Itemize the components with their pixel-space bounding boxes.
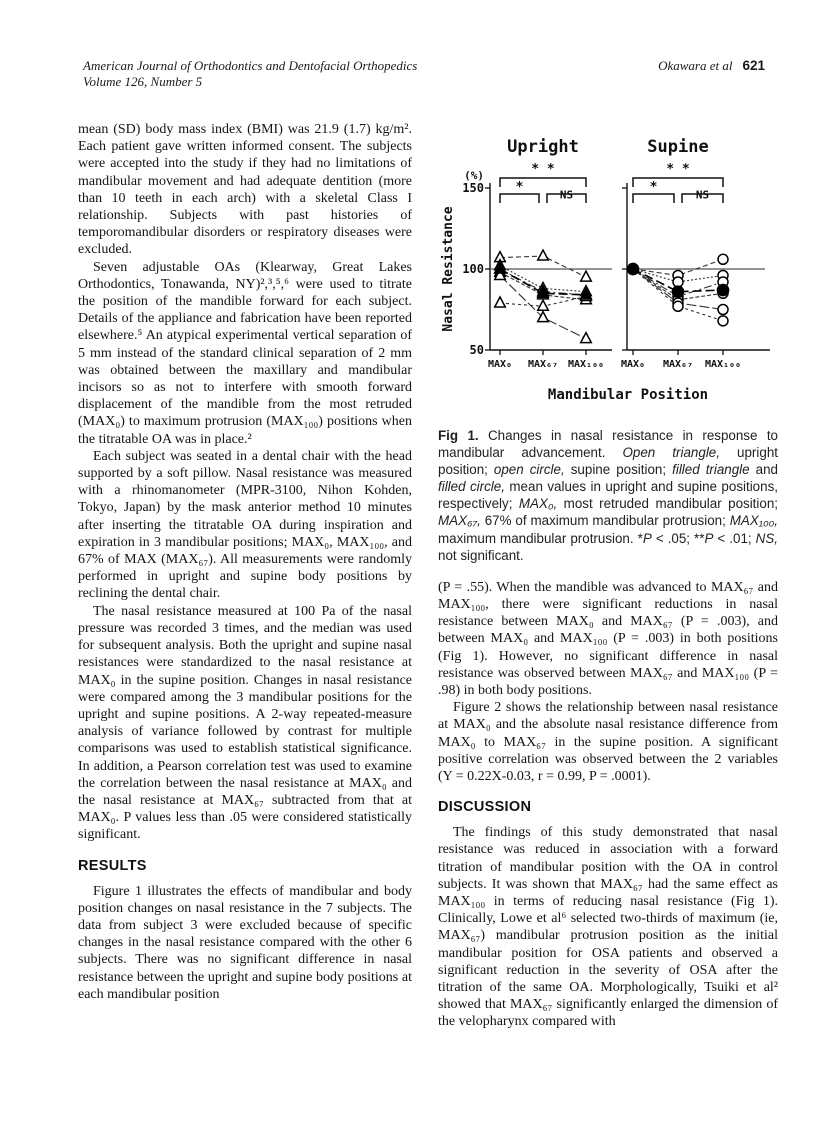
svg-text:50: 50 xyxy=(469,343,484,357)
running-head-authors: Okawara et al xyxy=(658,58,733,73)
right-column xyxy=(438,121,782,1031)
svg-text:(%): (%) xyxy=(464,169,484,182)
journal-volume: Volume 126, Number 5 xyxy=(83,74,203,89)
svg-text:Nasal Resistance: Nasal Resistance xyxy=(441,206,456,332)
svg-text:MAX₀: MAX₀ xyxy=(487,359,513,370)
body-paragraph: (P = .55). When the mandible was advanced to MAX₆₇ and MAX₁₀₀, there were significant reductions in nasal resistance between MAX₀ and MAX₆₇ (P = .003), and between MAX₀ and MAX₁₀₀ (P = .003) in both positions (Fig 1). However, no significant difference in nasal resistance was observed between MAX₆₇ and MAX₁₀₀ (P = .98) in both body positions. xyxy=(438,579,778,698)
svg-text:NS: NS xyxy=(559,188,574,202)
svg-text:MAX₁₀₀: MAX₁₀₀ xyxy=(704,359,742,370)
svg-text:150: 150 xyxy=(462,181,484,195)
svg-text:* *: * * xyxy=(666,162,690,177)
svg-text:Supine: Supine xyxy=(647,137,709,157)
svg-text:*: * xyxy=(649,180,658,195)
journal-title: American Journal of Orthodontics and Dentofacial Orthopedics xyxy=(83,58,418,73)
svg-text:* *: * * xyxy=(531,162,555,177)
svg-text:Upright: Upright xyxy=(507,137,579,157)
running-head xyxy=(438,58,765,74)
figure-chart xyxy=(438,121,778,413)
body-paragraph: Each subject was seated in a dental chair with the head supported by a soft pillow. Nasal resistance was measured with a rhinomanometer (MPR-3100, Nihon Kohden, Tokyo, Japan) by the mask anterior method 10 minutes after inserting the titratable OA during inspiration and expiration in 3 mandibular positions; MAX₀, MAX₁₀₀, and 67% of MAX (MAX₆₇). All measurements were randomly performed in upright and supine body positions by reclining the dental chair. xyxy=(78,448,412,602)
svg-text:100: 100 xyxy=(462,262,484,276)
svg-text:MAX₆₇: MAX₆₇ xyxy=(662,359,694,370)
svg-text:MAX₁₀₀: MAX₁₀₀ xyxy=(567,359,605,370)
body-paragraph: Figure 2 shows the relationship between nasal resistance at MAX₀ and the absolute nasal resistance difference from MAX₀ to MAX₆₇ in the supine position. A significant positive correlation was observed between the 2 variables (Y = 0.22X-0.03, r = 0.99, P = .0001). xyxy=(438,700,778,784)
left-column xyxy=(78,121,412,1003)
body-paragraph: The nasal resistance measured at 100 Pa of the nasal pressure was recorded 3 times, and the median was used for subsequent analysis. Both the upright and supine nasal resistances were standardized to the nasal resistance at MAX₀ in the supine position. Changes in nasal resistance were compared among the 3 mandibular positions for the upright and supine positions. A 2-way repeated-measure analysis of variance followed by contrast for multiple comparisons was used to establish statistical significance. In addition, a Pearson correlation test was used to examine the correlation between the nasal resistance at MAX₀ and the nasal resistance at MAX₆₇ subtracted from that at MAX₀. P values less than .05 were considered statistically significant. xyxy=(78,603,412,843)
body-paragraph: The findings of this study demonstrated that nasal resistance was reduced in association with a forward titration of mandibular position with the OA in control subjects. It was shown that MAX₆₇ had the same effect as MAX₁₀₀ in terms of reducing nasal resistance (Fig 1). Clinically, Lowe et al⁶ selected two-thirds of maximum (ie, MAX₆₇) mandibular protrusion position as the initial mandibular position for OSA patients and observed a significant reduction in the severity of OSA after the titration of the same OA. Morphologically, Tsuiki et al² showed that MAX₆₇ significantly enlarged the dimension of the velopharynx compared with xyxy=(438,825,778,1030)
body-paragraph: mean (SD) body mass index (BMI) was 21.9 (1.7) kg/m². Each patient gave written informed consent. The subjects were accepted into the study if they had no limitations of mandibular movement and had adequate dentition (more than 10 teeth in each arch) with a skeletal Class I relationship. Subjects with past histories of temporomandibular disorders or respiratory diseases were excluded. xyxy=(78,122,412,258)
results-heading: RESULTS xyxy=(78,857,147,874)
figure-1 xyxy=(438,121,778,413)
svg-text:NS: NS xyxy=(695,188,710,202)
body-paragraph: Seven adjustable OAs (Klearway, Great Lakes Orthodontics, Tonawanda, NY)²,³,⁵,⁶ were used to titrate the position of the mandible forward for each subject. Details of the appliance and fabrication have been reported elsewhere.⁵ An atypical experimental vertical separation of 5 mm instead of the standard clinical separation of 2 mm was obtained between the maxillary and mandibular incisors so as not to interfere with smooth forward displacement of the mandible from the most retruded (MAX₀) to maximum protrusion (MAX₁₀₀) positions when the titratable OA was in place.² xyxy=(78,259,412,447)
svg-text:MAX₆₇: MAX₆₇ xyxy=(527,359,559,370)
svg-text:MAX₀: MAX₀ xyxy=(620,359,646,370)
page-number: 621 xyxy=(742,58,765,73)
discussion-heading: DISCUSSION xyxy=(438,799,532,816)
svg-text:Mandibular Position: Mandibular Position xyxy=(547,387,709,403)
body-paragraph: Figure 1 illustrates the effects of mandibular and body position changes on nasal resistance in the 7 subjects. The data from subject 3 were excluded because of specific changes in the nasal resistance compared with the other 6 subjects. There was no significant difference in nasal resistance between the upright and supine body positions at each mandibular position xyxy=(78,883,412,1002)
journal-header xyxy=(83,58,417,90)
figure-caption: Fig 1. Changes in nasal resistance in response to mandibular advancement. Open triangle, upright position; open circle, supine position; filled triangle and filled circle, mean values in upright and supine positions, respectively; MAX₀, most retruded mandibular position; MAX₆₇, 67% of maximum mandibular protrusion; MAX₁₀₀, maximum mandibular protrusion. *P < .05; **P < .01; NS, not significant. xyxy=(438,428,782,563)
svg-text:*: * xyxy=(515,180,524,195)
